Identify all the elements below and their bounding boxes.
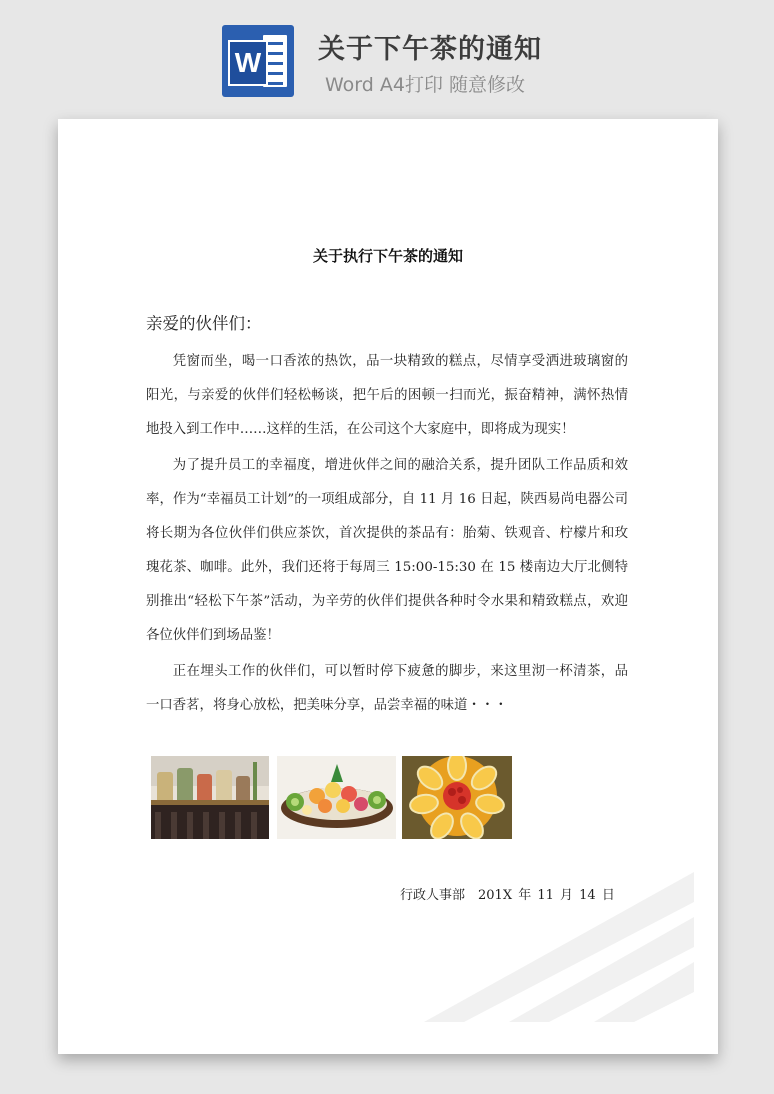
orange-slices-photo (402, 756, 512, 839)
paragraph-1: 凭窗而坐，喝一口香浓的热饮，品一块精致的糕点，尽情享受洒进玻璃窗的阳光，与亲爱的伙伴们轻松畅谈，把午后的困顿一扫而光，振奋精神，满怀热情地投入到工作中……这样的生活，在公司这个大家庭中，即将成为现实！ (146, 354, 628, 437)
signature-line: 行政人事部 201X 年 11 月 14 日 (400, 888, 615, 903)
greeting: 亲爱的伙伴们： (146, 314, 262, 333)
logo-letter: W (228, 40, 268, 86)
document-body (146, 345, 628, 725)
document-page (58, 119, 718, 1054)
paragraph-2: 为了提升员工的幸福度，增进伙伴之间的融洽关系，提升团队工作品质和效率，作为“幸福员工计划”的一项组成部分，自 11 月 16 日起，陕西易尚电器公司将长期为各位伙伴们供应茶饮，首次提供的茶品有：胎菊、铁观音、柠檬片和玫瑰花茶、咖啡。此外，我们还将于每周三 15:00-15:30 在 15 楼南边大厅北侧特别推出“轻松下午茶”活动，为辛劳的伙伴们提供各种时令水果和精致糕点，欢迎各位伙伴们到场品鉴！ (146, 458, 628, 643)
header-subtitle: Word A4打印 随意修改 (325, 74, 526, 96)
fruit-platter-photo (277, 756, 396, 839)
paragraph-3: 正在埋头工作的伙伴们，可以暂时停下疲惫的脚步，来这里沏一杯清茶，品一口香茗，将身心放松，把美味分享，品尝幸福的味道・・・ (146, 664, 628, 713)
header-title: 关于下午茶的通知 (318, 34, 542, 65)
document-title: 关于执行下午茶的通知 (312, 247, 463, 265)
word-document-icon (222, 25, 294, 97)
template-header (0, 0, 774, 118)
tea-jars-photo (151, 756, 269, 839)
